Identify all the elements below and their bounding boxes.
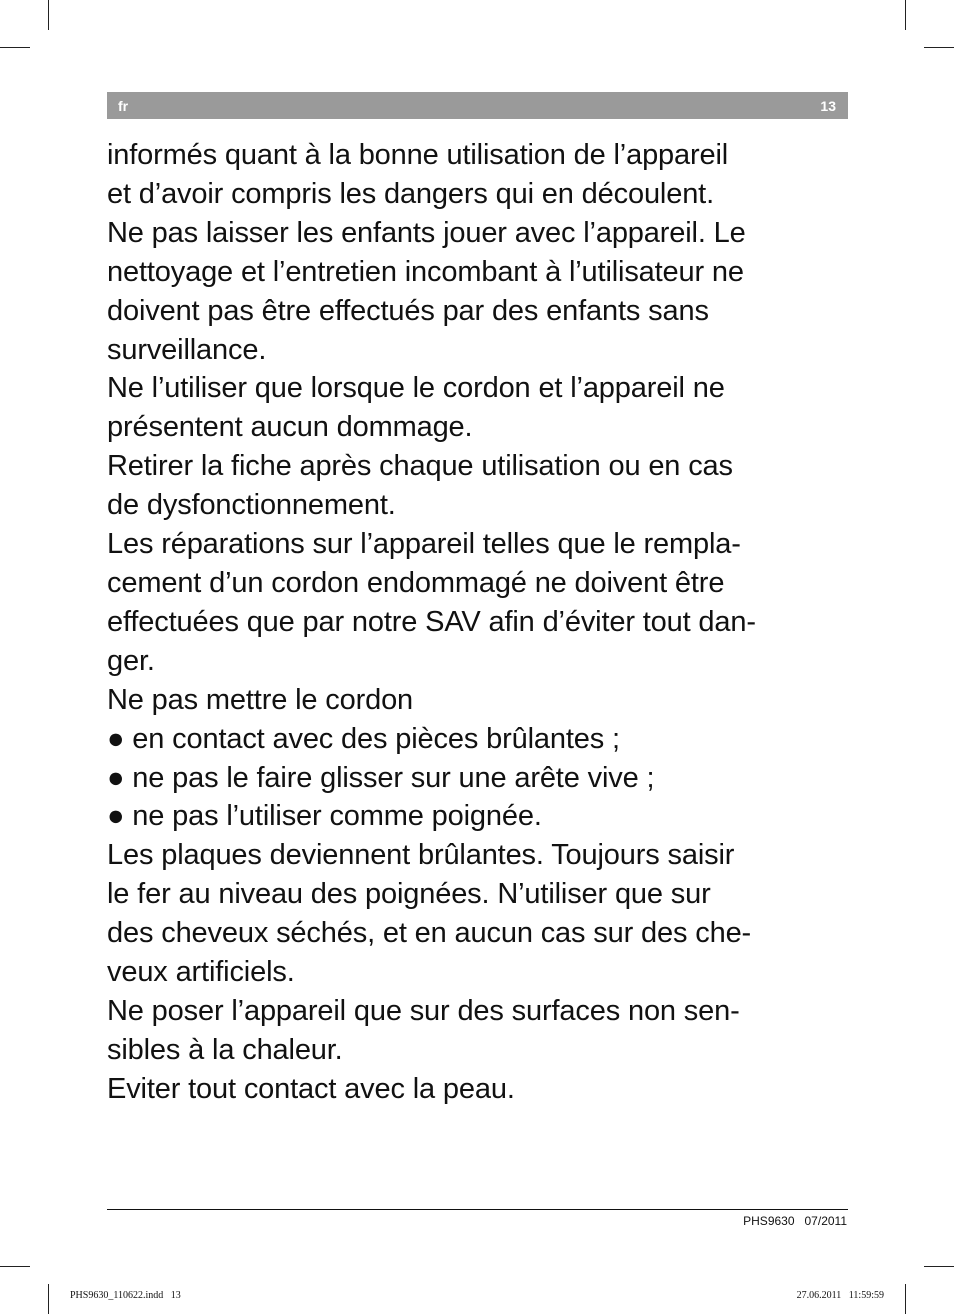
text-line: des cheveux séchés, et en aucun cas sur des che- [107, 917, 752, 950]
text-line: informés quant à la bonne utilisation de l’appareil [107, 139, 729, 171]
bullet-item: ● en contact avec des pièces brûlantes ; [107, 722, 620, 755]
text-line: ger. [107, 644, 155, 677]
print-slug-timestamp: 27.06.2011 11:59:59 [796, 1290, 884, 1301]
text-line: Ne pas laisser les enfants jouer avec l’appareil. Le [107, 216, 746, 249]
text-line: Ne pas mettre le cordon [107, 683, 414, 716]
text-line: Les réparations sur l’appareil telles que le rempla- [107, 528, 741, 561]
text-line: doivent pas être effectués par des enfants sans [107, 294, 709, 327]
crop-mark [905, 0, 906, 30]
footer-model-date: PHS9630 07/2011 [743, 1214, 847, 1228]
crop-mark [0, 47, 30, 48]
bullet-item: ● ne pas l’utiliser comme poignée. [107, 800, 542, 833]
language-code: fr [118, 97, 129, 114]
text-line: surveillance. [107, 333, 267, 366]
text-line: et d’avoir compris les dangers qui en découlent. [107, 177, 714, 210]
text-line: cement d’un cordon endommagé ne doivent être [107, 566, 725, 599]
crop-mark [924, 1266, 954, 1267]
text-line: nettoyage et l’entretien incombant à l’utilisateur ne [107, 255, 744, 288]
text-line: Ne poser l’appareil que sur des surfaces non sen- [107, 994, 740, 1027]
bullet-item: ● ne pas le faire glisser sur une arête vive ; [107, 761, 655, 794]
crop-mark [48, 1284, 49, 1314]
crop-mark [924, 47, 954, 48]
footer-rule [107, 1209, 848, 1210]
text-line: effectuées que par notre SAV afin d’éviter tout dan- [107, 605, 756, 638]
crop-mark [48, 0, 49, 30]
text-line: Les plaques deviennent brûlantes. Toujours saisir [107, 839, 735, 872]
text-line: présentent aucun dommage. [107, 411, 473, 444]
crop-mark [0, 1266, 30, 1267]
text-line: Retirer la fiche après chaque utilisation ou en cas [107, 450, 733, 483]
crop-mark [905, 1284, 906, 1314]
text-line: veux artificiels. [107, 956, 295, 989]
body-text [107, 136, 852, 1109]
text-line: le fer au niveau des poignées. N’utiliser que sur [107, 878, 711, 911]
page-header-bar [107, 92, 848, 119]
text-line: de dysfonctionnement. [107, 489, 396, 522]
text-line: Eviter tout contact avec la peau. [107, 1072, 515, 1105]
print-slug-file: PHS9630_110622.indd 13 [70, 1290, 181, 1301]
text-line: Ne l’utiliser que lorsque le cordon et l’appareil ne [107, 372, 725, 405]
text-line: sibles à la chaleur. [107, 1033, 343, 1066]
page-number: 13 [820, 97, 836, 114]
